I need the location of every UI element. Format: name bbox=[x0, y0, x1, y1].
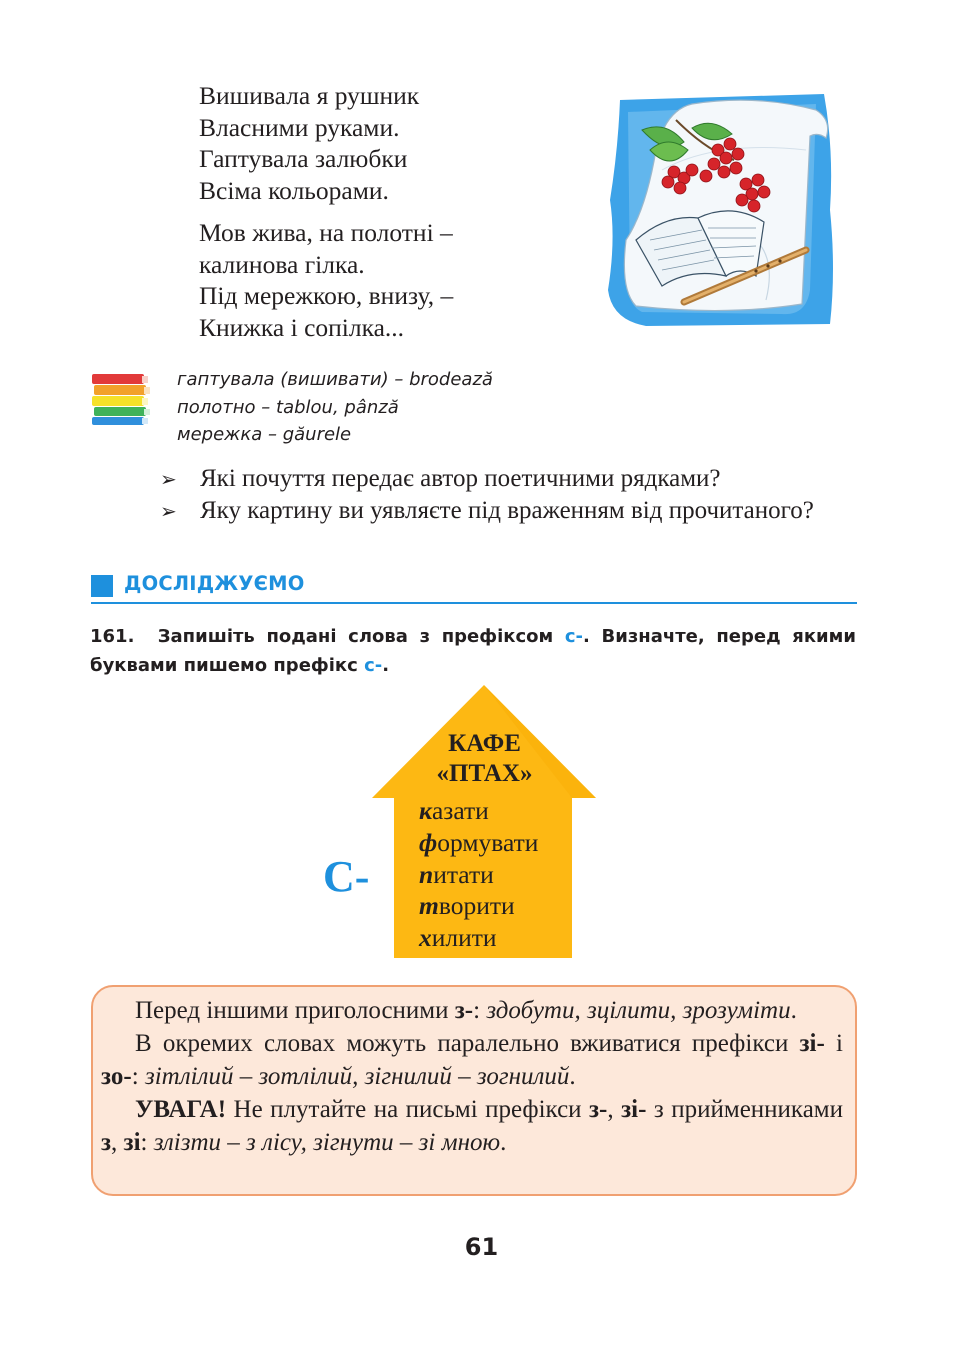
question-text: Які почуття передає автор поетичними рядками? bbox=[200, 465, 721, 492]
vocabulary-list bbox=[177, 366, 493, 449]
rule-text: . bbox=[790, 997, 797, 1024]
poem-line: Всіма кольорами. bbox=[199, 175, 389, 205]
rule-prefix: з- bbox=[589, 1096, 608, 1123]
rule-text: : bbox=[131, 1063, 145, 1090]
rule-text: Перед іншими приголосними bbox=[135, 997, 455, 1024]
word-first-letter: п bbox=[419, 859, 434, 889]
word-item bbox=[419, 827, 538, 859]
rule-text: і bbox=[824, 1030, 843, 1057]
rule-text: В окремих словах можуть паралельно вживатися префікси bbox=[135, 1030, 800, 1057]
books-stack-icon bbox=[90, 372, 152, 426]
word-rest: ворити bbox=[438, 891, 515, 921]
exercise-prefix: с- bbox=[364, 655, 383, 676]
section-marker-icon bbox=[91, 575, 113, 597]
poem-line: Гаптувала залюбки bbox=[199, 144, 408, 173]
vocabulary-entry: мережка – găurele bbox=[177, 424, 352, 445]
question-item bbox=[160, 463, 856, 495]
vocabulary-entry: полотно – tablou, pânză bbox=[177, 396, 399, 418]
question-item bbox=[160, 495, 856, 527]
cafe-sign bbox=[412, 729, 557, 789]
exercise-number: 161. bbox=[90, 626, 135, 647]
rule-preposition: зі bbox=[123, 1129, 141, 1156]
rule-text: : bbox=[473, 997, 487, 1024]
poem-line: Мов жива, на полотні – bbox=[199, 218, 453, 247]
rule-text: . bbox=[500, 1129, 507, 1156]
rule-paragraph-1 bbox=[101, 994, 843, 1027]
word-item bbox=[419, 795, 538, 827]
word-item bbox=[419, 922, 538, 954]
rule-paragraph-2 bbox=[101, 1027, 843, 1093]
rule-paragraph-3 bbox=[101, 1093, 843, 1159]
rule-examples: зітлілий – зотлілий, зігнилий – зогнилий bbox=[144, 1063, 570, 1090]
embroidery-illustration bbox=[606, 90, 838, 328]
word-item bbox=[419, 890, 538, 922]
word-rest: илити bbox=[431, 923, 497, 953]
questions-list bbox=[160, 463, 856, 527]
word-first-letter: х bbox=[419, 923, 432, 953]
question-text: Яку картину ви уявляєте під враженням від прочитаного? bbox=[200, 497, 814, 524]
word-item bbox=[419, 859, 538, 891]
exercise-text: Запишіть подані слова з префіксом bbox=[157, 626, 554, 647]
rule-examples: злізти – з лісу, зігнути – зі мною bbox=[153, 1129, 501, 1156]
rule-text: . bbox=[569, 1063, 576, 1090]
arrow-bullet-icon: ➢ bbox=[160, 499, 177, 523]
word-first-letter: т bbox=[419, 891, 439, 921]
poem-line: калинова гілка. bbox=[199, 249, 365, 279]
rule-warning: УВАГА! bbox=[135, 1096, 227, 1123]
section-title: ДОСЛІДЖУЄМО bbox=[124, 572, 305, 595]
exercise-instruction bbox=[90, 622, 856, 680]
cafe-sign-line2: «ПТАХ» bbox=[436, 760, 533, 787]
rule-preposition: з bbox=[101, 1129, 112, 1156]
word-rest: азати bbox=[431, 796, 489, 825]
exercise-text: . bbox=[382, 655, 390, 676]
poem-line: Під мережкою, внизу, – bbox=[199, 281, 454, 310]
page-number: 61 bbox=[464, 1233, 499, 1261]
rule-prefix: зо- bbox=[101, 1063, 132, 1090]
poem-stanza-1 bbox=[199, 80, 453, 206]
rule-box bbox=[91, 985, 857, 1196]
poem-stanza-2 bbox=[199, 217, 453, 343]
word-rest: ормувати bbox=[437, 827, 539, 857]
word-list bbox=[419, 795, 538, 954]
rule-text: з прийменниками bbox=[646, 1096, 843, 1123]
rule-text: : bbox=[140, 1129, 154, 1156]
rule-text: , bbox=[111, 1129, 124, 1156]
vocabulary-entry: гаптувала (вишивати) – brodează bbox=[177, 369, 493, 390]
poem bbox=[199, 80, 453, 343]
rule-prefix: з- bbox=[454, 997, 474, 1024]
poem-line: Вишивала я рушник bbox=[199, 81, 420, 110]
exercise-prefix: с- bbox=[564, 626, 584, 647]
word-rest: итати bbox=[433, 859, 494, 889]
exercise-text: . Визначте, перед якими буквами пишемо префікс bbox=[90, 626, 856, 676]
cafe-sign-line1: КАФЕ bbox=[448, 730, 521, 757]
word-first-letter: к bbox=[419, 796, 432, 825]
section-divider bbox=[91, 602, 857, 604]
rule-prefix: зі- bbox=[799, 1030, 825, 1057]
rule-text: Не плутайте на письмі префікси bbox=[226, 1096, 590, 1123]
poem-line: Книжка і сопілка... bbox=[199, 312, 405, 342]
arrow-bullet-icon: ➢ bbox=[160, 467, 177, 491]
word-first-letter: ф bbox=[419, 827, 438, 857]
poem-line: Власними руками. bbox=[199, 112, 400, 142]
prefix-label: С- bbox=[323, 852, 370, 901]
rule-prefix: зі- bbox=[621, 1096, 647, 1123]
rule-examples: здобути, зцілити, зрозуміти bbox=[486, 997, 791, 1024]
rule-text: , bbox=[607, 1096, 622, 1123]
